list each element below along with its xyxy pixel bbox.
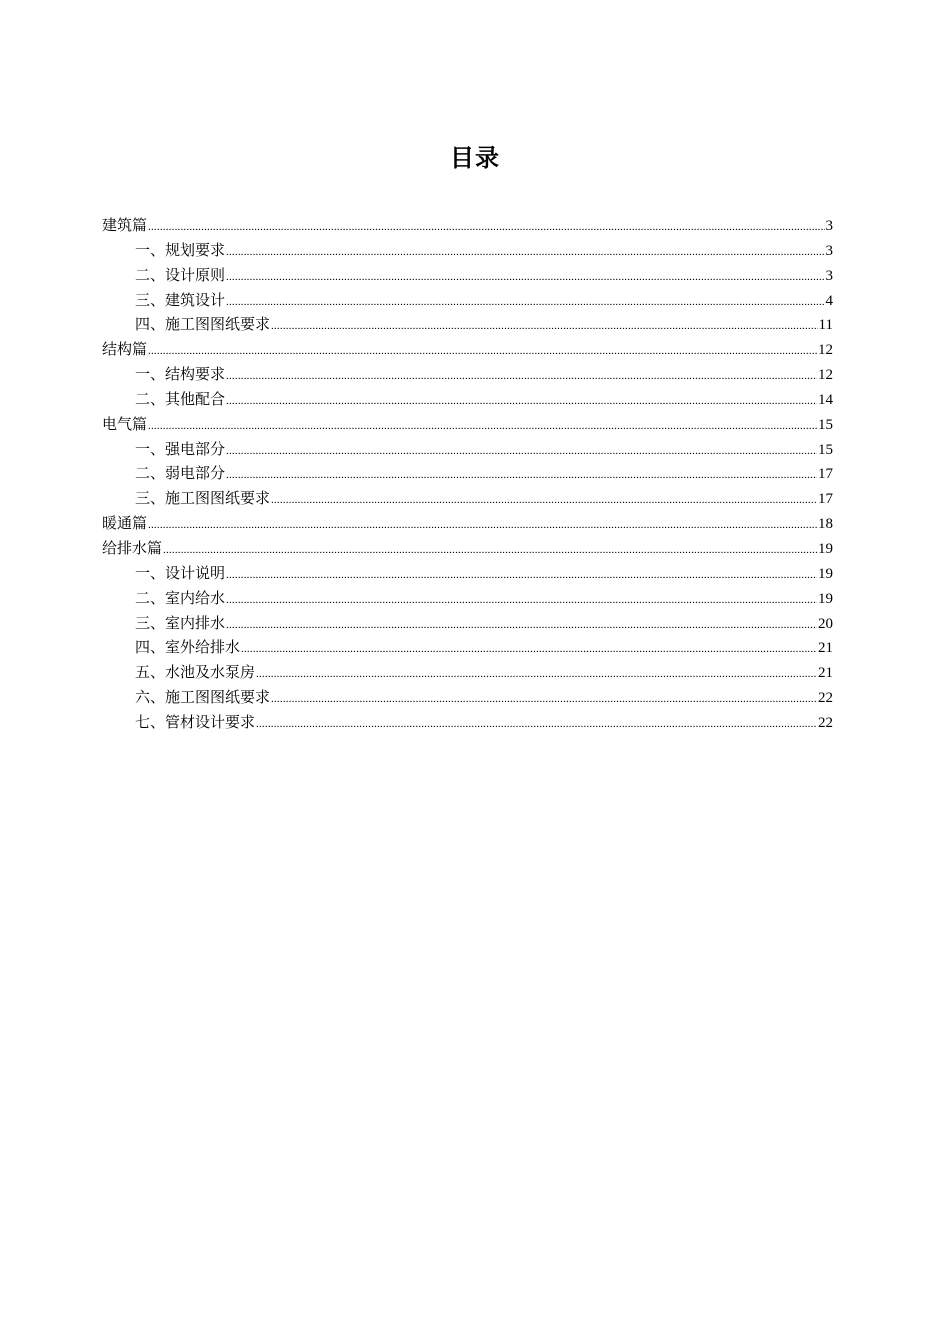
toc-dot-leader	[271, 687, 817, 712]
toc-entry-label: 结构篇	[102, 342, 148, 359]
toc-entry-label: 三、建筑设计	[135, 292, 226, 309]
toc-page-number: 3	[825, 267, 833, 284]
toc-dot-leader	[271, 314, 818, 339]
toc-dot-leader	[148, 513, 817, 538]
toc-page-number: 15	[818, 441, 833, 458]
toc-section-entry[interactable]	[102, 338, 833, 363]
toc-section-entry[interactable]	[102, 537, 833, 562]
toc-entry-label: 一、强电部分	[135, 441, 226, 458]
toc-section-entry[interactable]	[102, 413, 833, 438]
toc-page-number: 4	[825, 292, 833, 309]
toc-page-number: 21	[818, 665, 833, 682]
toc-entry-label: 一、设计说明	[135, 565, 226, 582]
toc-page-number: 21	[818, 640, 833, 657]
toc-subsection-entry[interactable]	[102, 264, 833, 289]
toc-entry-label: 二、弱电部分	[135, 466, 226, 483]
toc-dot-leader	[271, 488, 817, 513]
toc-entry-label: 二、设计原则	[135, 267, 226, 284]
toc-entry-label: 三、施工图图纸要求	[135, 491, 271, 508]
toc-page-number: 22	[818, 714, 833, 731]
toc-page-number: 20	[818, 615, 833, 632]
toc-dot-leader	[226, 290, 824, 315]
toc-entry-label: 四、施工图图纸要求	[135, 317, 271, 334]
toc-dot-leader	[226, 563, 817, 588]
toc-dot-leader	[241, 637, 817, 662]
toc-page-number: 12	[818, 342, 833, 359]
toc-page-number: 3	[825, 242, 833, 259]
toc-subsection-entry[interactable]	[102, 239, 833, 264]
toc-dot-leader	[163, 538, 817, 563]
toc-dot-leader	[226, 265, 824, 290]
toc-entry-label: 三、室内排水	[135, 615, 226, 632]
toc-section-entry[interactable]	[102, 512, 833, 537]
toc-subsection-entry[interactable]	[102, 487, 833, 512]
toc-subsection-entry[interactable]	[102, 562, 833, 587]
toc-title: 目录	[450, 144, 500, 172]
toc-dot-leader	[226, 439, 817, 464]
toc-section-entry[interactable]	[102, 214, 833, 239]
toc-page-number: 11	[818, 317, 833, 334]
toc-subsection-entry[interactable]	[102, 363, 833, 388]
toc-entry-label: 六、施工图图纸要求	[135, 690, 271, 707]
toc-subsection-entry[interactable]	[102, 686, 833, 711]
toc-subsection-entry[interactable]	[102, 313, 833, 338]
toc-subsection-entry[interactable]	[102, 438, 833, 463]
toc-dot-leader	[226, 613, 817, 638]
toc-dot-leader	[226, 588, 817, 613]
toc-dot-leader	[256, 712, 817, 737]
toc-dot-leader	[148, 215, 824, 240]
toc-dot-leader	[226, 463, 817, 488]
toc-dot-leader	[256, 662, 817, 687]
toc-page-number: 19	[818, 540, 833, 557]
toc-subsection-entry[interactable]	[102, 636, 833, 661]
toc-subsection-entry[interactable]	[102, 289, 833, 314]
toc-entry-label: 给排水篇	[102, 540, 163, 557]
toc-dot-leader	[226, 240, 824, 265]
toc-page-number: 19	[818, 590, 833, 607]
toc-entry-label: 暖通篇	[102, 516, 148, 533]
toc-dot-leader	[148, 339, 817, 364]
toc-dot-leader	[226, 389, 817, 414]
toc-page-number: 19	[818, 565, 833, 582]
toc-page-number: 17	[818, 491, 833, 508]
table-of-contents	[102, 214, 833, 736]
toc-subsection-entry[interactable]	[102, 388, 833, 413]
toc-page-number: 18	[818, 516, 833, 533]
toc-page-number: 15	[818, 416, 833, 433]
toc-subsection-entry[interactable]	[102, 587, 833, 612]
toc-page-number: 22	[818, 690, 833, 707]
toc-dot-leader	[226, 364, 817, 389]
toc-entry-label: 四、室外给排水	[135, 640, 241, 657]
toc-entry-label: 二、其他配合	[135, 391, 226, 408]
toc-entry-label: 一、规划要求	[135, 242, 226, 259]
toc-entry-label: 七、管材设计要求	[135, 714, 256, 731]
toc-entry-label: 电气篇	[102, 416, 148, 433]
toc-dot-leader	[148, 414, 817, 439]
toc-page-number: 17	[818, 466, 833, 483]
toc-entry-label: 二、室内给水	[135, 590, 226, 607]
toc-subsection-entry[interactable]	[102, 612, 833, 637]
toc-page-number: 14	[818, 391, 833, 408]
toc-entry-label: 一、结构要求	[135, 367, 226, 384]
toc-subsection-entry[interactable]	[102, 711, 833, 736]
toc-entry-label: 建筑篇	[102, 218, 148, 234]
toc-entry-label: 五、水池及水泵房	[135, 665, 256, 682]
toc-page-number: 12	[818, 367, 833, 384]
toc-subsection-entry[interactable]	[102, 462, 833, 487]
toc-page-number: 3	[825, 218, 833, 234]
toc-subsection-entry[interactable]	[102, 661, 833, 686]
